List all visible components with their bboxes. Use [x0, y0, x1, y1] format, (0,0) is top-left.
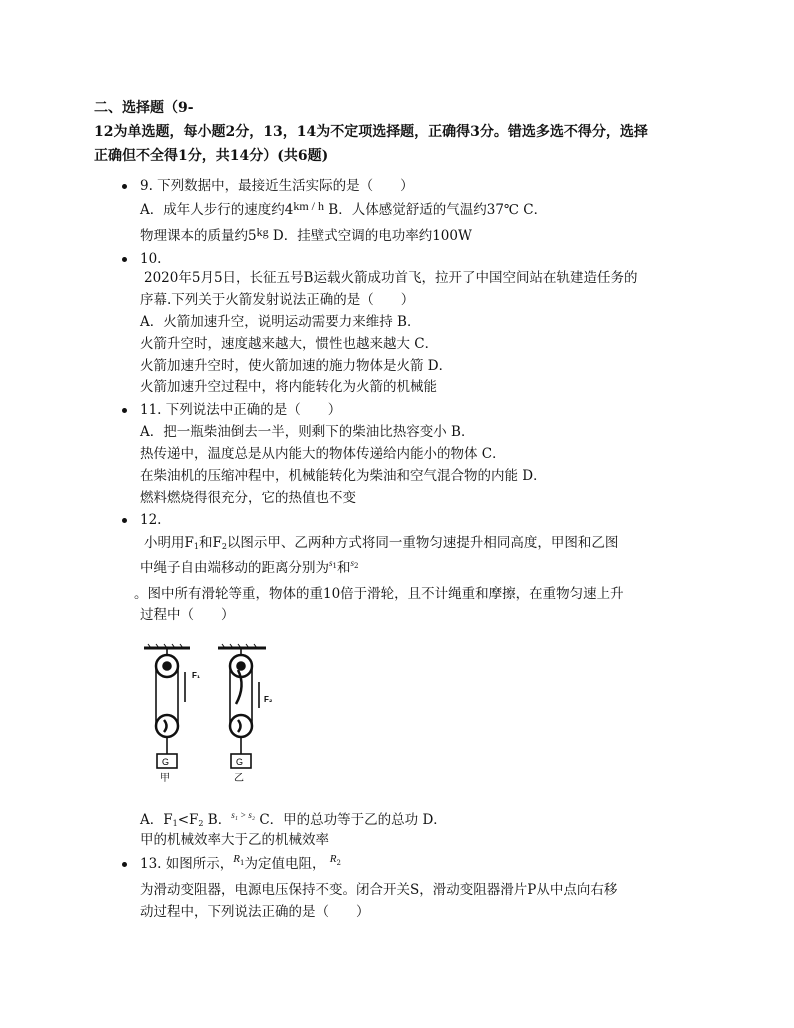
q9-options-line2: [140, 226, 472, 246]
q13-subscript: 2: [336, 859, 341, 867]
q12-line3: 。图中所有滑轮等重，物体的重10倍于滑轮，且不计绳重和摩擦，在重物匀速上升: [134, 586, 624, 602]
q12-option-c: C．甲的总功等于乙的总功 D．: [255, 812, 447, 828]
q10-line2: 序幕.下列关于火箭发射说法正确的是（ ）: [140, 292, 415, 308]
q12-line1: [144, 533, 618, 555]
weight-label-right: G: [236, 757, 244, 767]
label-yi: 乙: [234, 773, 244, 784]
q13-stem: [140, 854, 341, 876]
q12-option-d: 甲的机械效率大于乙的机械效率: [140, 832, 329, 848]
q11-option-b: 热传递中，温度总是从内能大的物体传递给内能小的物体 C．: [140, 446, 506, 462]
q11-stem: 11. 下列说法中正确的是（ ）: [140, 402, 342, 418]
q11-option-a: A．把一瓶柴油倒去一半，则剩下的柴油比热容变小 B．: [140, 424, 475, 440]
q13-text: 13. 如图所示，: [140, 856, 234, 872]
q10-number: 10.: [140, 251, 162, 267]
q10-option-a: A．火箭加速升空，说明运动需要力来维持 B．: [140, 314, 421, 330]
q9-option-a: A．成年人步行的速度约4: [140, 202, 294, 218]
q13-resistor-symbol: R: [329, 853, 337, 865]
bullet-q11: [122, 408, 127, 413]
bullet-q13: [122, 862, 127, 867]
q12-line4: 过程中（ ）: [140, 607, 235, 623]
q11-option-d: 燃料燃烧得很充分，它的热值也不变: [140, 490, 356, 506]
q12-option-a: A．F: [140, 812, 173, 828]
q13-text: 为定值电阻，: [244, 856, 326, 872]
weight-label-left: G: [162, 757, 170, 767]
q12-subscript: 2: [198, 819, 204, 828]
q12-option-a: <F: [177, 812, 199, 828]
q10-option-b: 火箭升空时，速度越来越大，惯性也越来越大 C．: [140, 336, 439, 352]
bullet-q10: [122, 257, 127, 262]
q10-option-d: 火箭加速升空过程中，将内能转化为火箭的机械能: [140, 379, 437, 395]
q9-option-d: D．挂壁式空调的电功率约100W: [268, 228, 472, 244]
q13-line2: 为滑动变阻器，电源电压保持不变。闭合开关S，滑动变阻器滑片P从中点向右移: [140, 882, 618, 898]
q12-option-b: B．: [203, 812, 232, 828]
section-heading-line1: 二、选择题（9-: [94, 100, 194, 116]
q12-distance-symbol: s: [350, 558, 354, 568]
q13-resistor-symbol: R: [233, 853, 240, 865]
q12-text: 和F: [198, 535, 222, 551]
section-heading: [94, 96, 714, 168]
q12-text: 小明用F: [144, 535, 194, 551]
q12-text: 以图示甲、乙两种方式将同一重物匀速提升相同高度，甲图和乙图: [226, 535, 619, 551]
q12-text: 和: [336, 560, 351, 576]
label-jia: 甲: [160, 773, 170, 784]
q12-subscript: 2: [221, 542, 227, 551]
q9-option-c: 物理课本的质量约5: [140, 228, 257, 244]
q9-stem: 9. 下列数据中，最接近生活实际的是（ ）: [140, 178, 414, 194]
q13-subscript: 1: [240, 859, 245, 867]
q12-text: 中绳子自由端移动的距离分别为: [140, 560, 329, 576]
bullet-q12: [122, 518, 127, 523]
q12-number: 12.: [140, 512, 162, 528]
pulley-system-left: [144, 644, 190, 768]
q12-subscript: 1: [172, 819, 178, 828]
q9-mass-unit: kg: [256, 225, 269, 239]
q10-line1: 2020年5月5日，长征五号B运载火箭成功首飞，拉开了中国空间站在轨建造任务的: [144, 270, 638, 286]
q12-options-line1: [140, 810, 447, 832]
q9-speed-unit: km / h: [293, 199, 325, 213]
q9-options-line1: [140, 200, 547, 220]
section-heading-line2: 12为单选题，每小题2分，13，14为不定项选择题，正确得3分。错选多选不得分，选择: [94, 124, 648, 140]
force-label-f1: F₁: [192, 671, 201, 680]
q12-line2: [140, 558, 358, 580]
q10-option-c: 火箭加速升空时，使火箭加速的施力物体是火箭 D．: [140, 358, 453, 374]
pulley-system-right: [218, 644, 266, 768]
q12-subscript: 2: [354, 562, 359, 570]
bullet-q9: [122, 184, 127, 189]
q9-option-b: B．人体感觉舒适的气温约37℃ C．: [324, 202, 548, 218]
q12-option-b-expression: s₁ > s₂: [231, 810, 256, 820]
q12-distance-symbol: s: [329, 558, 333, 568]
q12-subscript: 1: [332, 562, 337, 570]
section-heading-line3: 正确但不全得1分，共14分）(共6题): [94, 148, 329, 164]
force-label-f2: F₂: [264, 695, 273, 704]
q11-option-c: 在柴油机的压缩冲程中，机械能转化为柴油和空气混合物的内能 D．: [140, 468, 547, 484]
q12-subscript: 1: [193, 542, 199, 551]
q13-line3: 动过程中，下列说法正确的是（ ）: [140, 904, 370, 920]
pulley-figure: [140, 642, 280, 784]
